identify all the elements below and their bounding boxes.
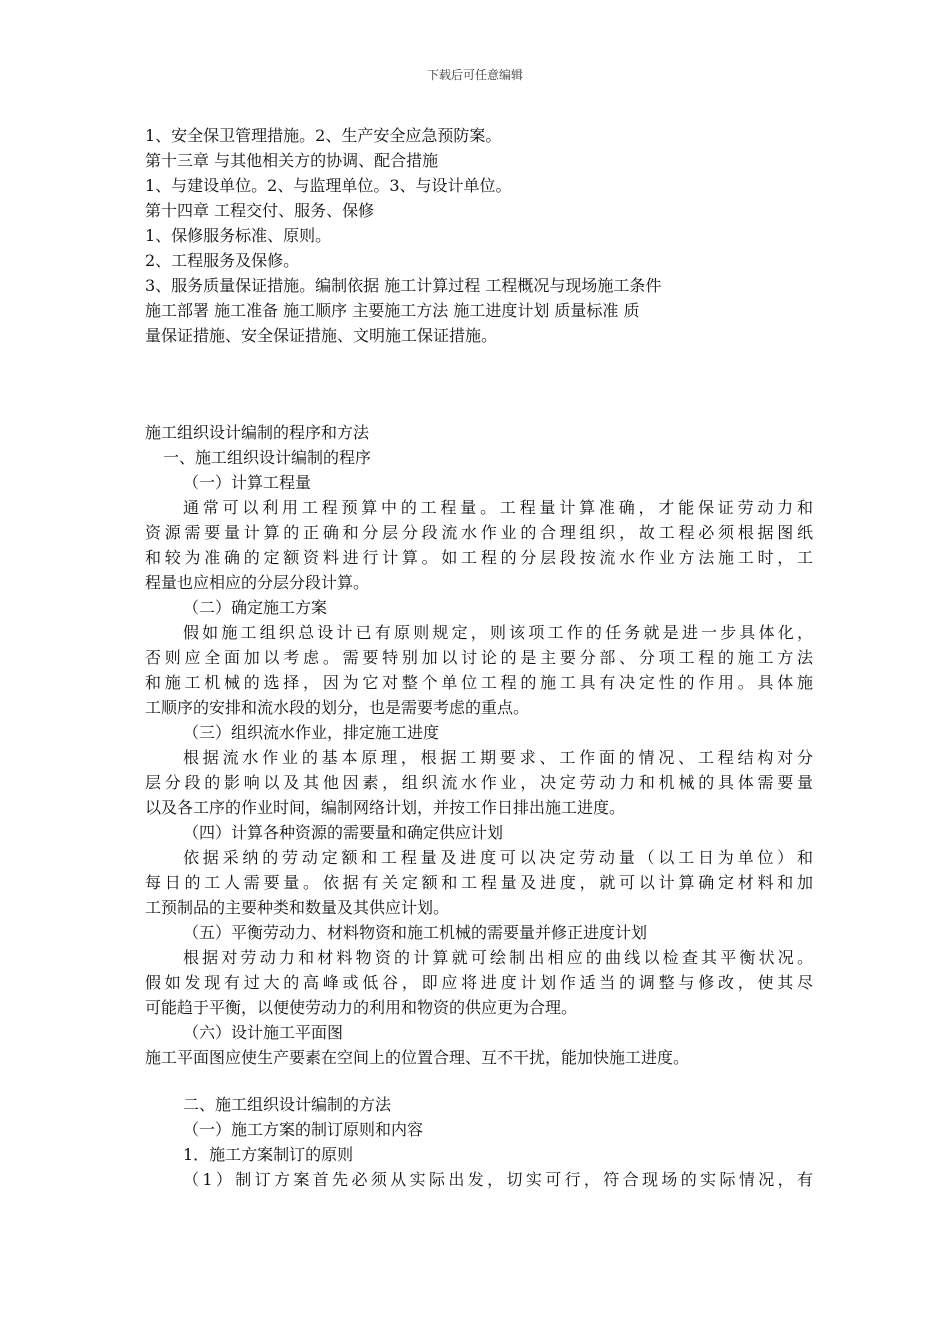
summary-line: 1、安全保卫管理措施。2、生产安全应急预防案。 — [145, 126, 502, 145]
summary-line: 量保证措施、安全保证措施、文明施工保证措施。 — [145, 326, 498, 345]
paragraph-line: 资源需要量计算的正确和分层分段流水作业的合理组织，故工程必须根据图纸 — [145, 523, 813, 542]
paragraph-line: 和较为准确的定额资料进行计算。如工程的分层段按流水作业方法施工时，工 — [145, 548, 813, 567]
summary-line: 3、服务质量保证措施。编制依据 施工计算过程 工程概况与现场施工条件 — [145, 276, 662, 295]
paragraph-line: 通常可以利用工程预算中的工程量。工程量计算准确，才能保证劳动力和 — [183, 498, 813, 517]
paragraph-line: 工预制品的主要种类和数量及其供应计划。 — [145, 898, 450, 917]
subheading-5: （五）平衡劳动力、材料物资和施工机械的需要量并修正进度计划 — [183, 923, 648, 942]
summary-line: 施工部署 施工准备 施工顺序 主要施工方法 施工进度计划 质量标准 质 — [145, 301, 640, 320]
procedure-section — [145, 420, 813, 1070]
paragraph-line: 施工平面图应使生产要素在空间上的位置合理、互不干扰，能加快施工进度。 — [145, 1048, 690, 1067]
paragraph-line: 根据对劳动力和材料物资的计算就可绘制出相应的曲线以检查其平衡状况。 — [183, 948, 813, 967]
paragraph-line: 以及各工序的作业时间，编制网络计划，并按工作日排出施工进度。 — [145, 798, 626, 817]
subheading-method-1: （一）施工方案的制订原则和内容 — [183, 1120, 424, 1139]
chapter-14-heading: 第十四章 工程交付、服务、保修 — [145, 201, 375, 220]
page-header: 下载后可任意编辑 — [426, 68, 523, 82]
subheading-method-1-1: 1．施工方案制订的原则 — [183, 1145, 354, 1164]
heading-procedure: 一、施工组织设计编制的程序 — [163, 448, 372, 467]
section-title: 施工组织设计编制的程序和方法 — [145, 423, 370, 442]
subheading-3: （三）组织流水作业，排定施工进度 — [183, 723, 440, 742]
paragraph-line: 层分段的影响以及其他因素，组织流水作业，决定劳动力和机械的具体需要量 — [145, 773, 813, 792]
paragraph-line: 程量也应相应的分层分段计算。 — [145, 573, 370, 592]
subheading-4: （四）计算各种资源的需要量和确定供应计划 — [183, 823, 504, 842]
paragraph-line: 根据流水作业的基本原理，根据工期要求、工作面的情况、工程结构对分 — [183, 748, 813, 767]
paragraph-line: 依据采纳的劳动定额和工程量及进度可以决定劳动量（以工日为单位）和 — [183, 848, 813, 867]
summary-line: 1、与建设单位。2、与监理单位。3、与设计单位。 — [145, 176, 512, 195]
chapter-13-heading: 第十三章 与其他相关方的协调、配合措施 — [145, 151, 439, 170]
subheading-6: （六）设计施工平面图 — [183, 1023, 344, 1042]
paragraph-line: 和施工机械的选择，因为它对整个单位工程的施工具有决定性的作用。具体施 — [145, 673, 813, 692]
paragraph-line: 每日的工人需要量。依据有关定额和工程量及进度，就可以计算确定材料和加 — [145, 873, 813, 892]
summary-line: 1、保修服务标准、原则。 — [145, 226, 332, 245]
paragraph-line: （1）制订方案首先必须从实际出发，切实可行，符合现场的实际情况，有 — [183, 1170, 813, 1189]
subheading-1: （一）计算工程量 — [183, 473, 312, 492]
paragraph-line: 工顺序的安排和流水段的划分，也是需要考虑的重点。 — [145, 698, 530, 717]
summary-line: 2、工程服务及保修。 — [145, 251, 300, 270]
chapter-summary — [145, 123, 813, 348]
method-section — [145, 1092, 813, 1192]
paragraph-line: 可能趋于平衡，以便使劳动力的利用和物资的供应更为合理。 — [145, 998, 578, 1017]
paragraph-line: 否则应全面加以考虑。需要特别加以讨论的是主要分部、分项工程的施工方法 — [145, 648, 813, 667]
paragraph-line: 假如发现有过大的高峰或低谷，即应将进度计划作适当的调整与修改，使其尽 — [145, 973, 813, 992]
subheading-2: （二）确定施工方案 — [183, 598, 328, 617]
heading-method: 二、施工组织设计编制的方法 — [183, 1095, 392, 1114]
paragraph-line: 假如施工组织总设计已有原则规定，则该项工作的任务就是进一步具体化， — [183, 623, 813, 642]
document-body — [145, 123, 813, 1192]
